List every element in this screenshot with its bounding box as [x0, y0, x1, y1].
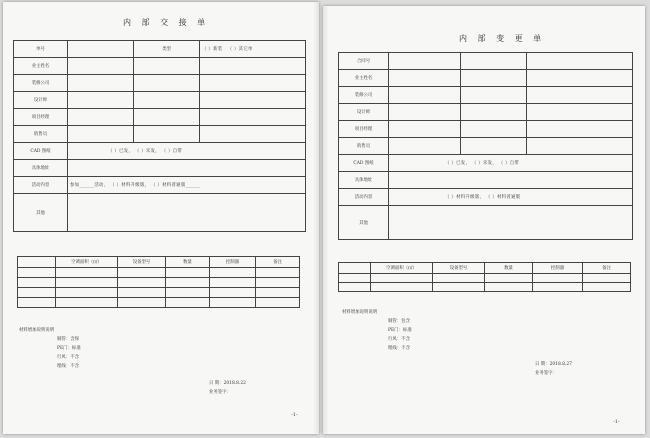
form-row-address: [14, 160, 306, 177]
table-row: [18, 298, 300, 308]
material-notes: [342, 308, 412, 353]
form-row: [339, 70, 633, 87]
field-label: CAD 图纸: [339, 155, 389, 172]
col-header: 备注: [583, 263, 631, 274]
table-row: [18, 288, 300, 298]
option-new-install: （ ）新装: [202, 47, 223, 52]
field-label: 其他: [14, 194, 68, 232]
field-label: 活动内容: [14, 177, 68, 194]
field-label: 其他: [339, 206, 389, 240]
activity-options: （ ）材料升级版， （ ）材料普通版: [389, 189, 633, 206]
cad-options: （ ）已发， （ ）未发， （ ）自带: [389, 155, 633, 172]
form-row: [14, 58, 306, 75]
field-label: 业主姓名: [339, 70, 389, 87]
form-row: [14, 126, 306, 143]
table-header-row: [18, 257, 300, 268]
table-row: [339, 274, 631, 283]
form-row: [339, 121, 633, 138]
field-label: 销售员: [14, 126, 68, 143]
field-label: 合同号: [339, 53, 389, 70]
table-row: [18, 278, 300, 288]
form-row-other: [14, 194, 306, 232]
field-label: 单号: [14, 41, 68, 58]
field-label: 设计师: [14, 92, 68, 109]
col-header: 控制器: [210, 257, 256, 268]
field-label: 装修公司: [339, 87, 389, 104]
field-label: 销售员: [339, 138, 389, 155]
change-sheet: [323, 6, 645, 434]
note-item: PE门：标准: [388, 328, 412, 333]
notes-heading: 材料增加说明说明: [19, 328, 55, 333]
form-row: [339, 87, 633, 104]
form-row: [14, 75, 306, 92]
field-label: 项目经理: [14, 109, 68, 126]
date-line: 日 期：2018.8.22: [209, 381, 246, 386]
field-label: CAD 图纸: [14, 143, 68, 160]
form-row-other: [339, 206, 633, 240]
signature-block: [535, 360, 572, 378]
col-header: 空调面积（㎡）: [371, 263, 433, 274]
note-item: PE门：标准: [57, 346, 81, 351]
field-value: [68, 41, 134, 58]
page-edge-shadow: [323, 6, 329, 434]
form-row-order-no: [14, 41, 306, 58]
col-header: 控制器: [533, 263, 583, 274]
note-item: 行风：不含: [388, 337, 410, 342]
col-header: 设备型号: [118, 257, 166, 268]
activity-text: 参加______活动， （ ）材料升级版， （ ）材料普通版______: [68, 177, 306, 194]
col-header: 备注: [256, 257, 300, 268]
page-number: -1-: [613, 419, 620, 425]
date-line: 日 期：2018.8.27: [535, 362, 572, 367]
note-item: 铜管：包含: [388, 319, 410, 324]
field-label: 活动内容: [339, 189, 389, 206]
table-header-row: [339, 263, 631, 274]
note-item: 行风：不含: [57, 355, 79, 360]
signature-line: 业务签字：: [535, 371, 557, 376]
field-label: 装修公司: [14, 75, 68, 92]
handover-title: 内 部 交 接 单: [123, 18, 210, 27]
handover-form: [13, 40, 306, 232]
field-label: 具体地址: [14, 160, 68, 177]
field-label: 项目经理: [339, 121, 389, 138]
form-row: [339, 53, 633, 70]
change-form: [338, 52, 633, 240]
handover-sheet: [3, 2, 319, 434]
page-number: -1-: [291, 412, 298, 418]
signature-line: 业务签字：: [209, 390, 231, 395]
option-other: （ ）其它单: [227, 47, 253, 52]
note-item: 埋线：不含: [57, 364, 79, 369]
note-item: 铜管：含保: [57, 337, 79, 342]
form-row-cad: [339, 155, 633, 172]
form-row: [339, 138, 633, 155]
table-row: [18, 268, 300, 278]
note-item: 埋线：不含: [388, 346, 410, 351]
form-row-cad: [14, 143, 306, 160]
field-label: 业主姓名: [14, 58, 68, 75]
col-header: 空调面积（㎡）: [56, 257, 118, 268]
type-options: [200, 41, 306, 58]
field-label: 类型: [134, 41, 200, 58]
col-header: 设备型号: [433, 263, 485, 274]
form-row-activity: [14, 177, 306, 194]
equipment-table: [338, 262, 631, 292]
col-header: 数量: [485, 263, 533, 274]
cad-options: （ ）已发， （ ）未发， （ ）自带: [68, 143, 306, 160]
form-row: [14, 92, 306, 109]
field-label: 具体地址: [339, 172, 389, 189]
material-notes: [19, 326, 81, 371]
field-label: 设计师: [339, 104, 389, 121]
equipment-table: [17, 256, 300, 308]
form-row-address: [339, 172, 633, 189]
table-row: [339, 283, 631, 292]
change-title: 内 部 变 更 单: [459, 34, 546, 43]
form-row: [339, 104, 633, 121]
signature-block: [209, 379, 246, 397]
form-row: [14, 109, 306, 126]
notes-heading: 材料增加说明说明: [342, 310, 378, 315]
page-edge-shadow: [313, 2, 319, 434]
col-header: 数量: [166, 257, 210, 268]
form-row-activity: [339, 189, 633, 206]
